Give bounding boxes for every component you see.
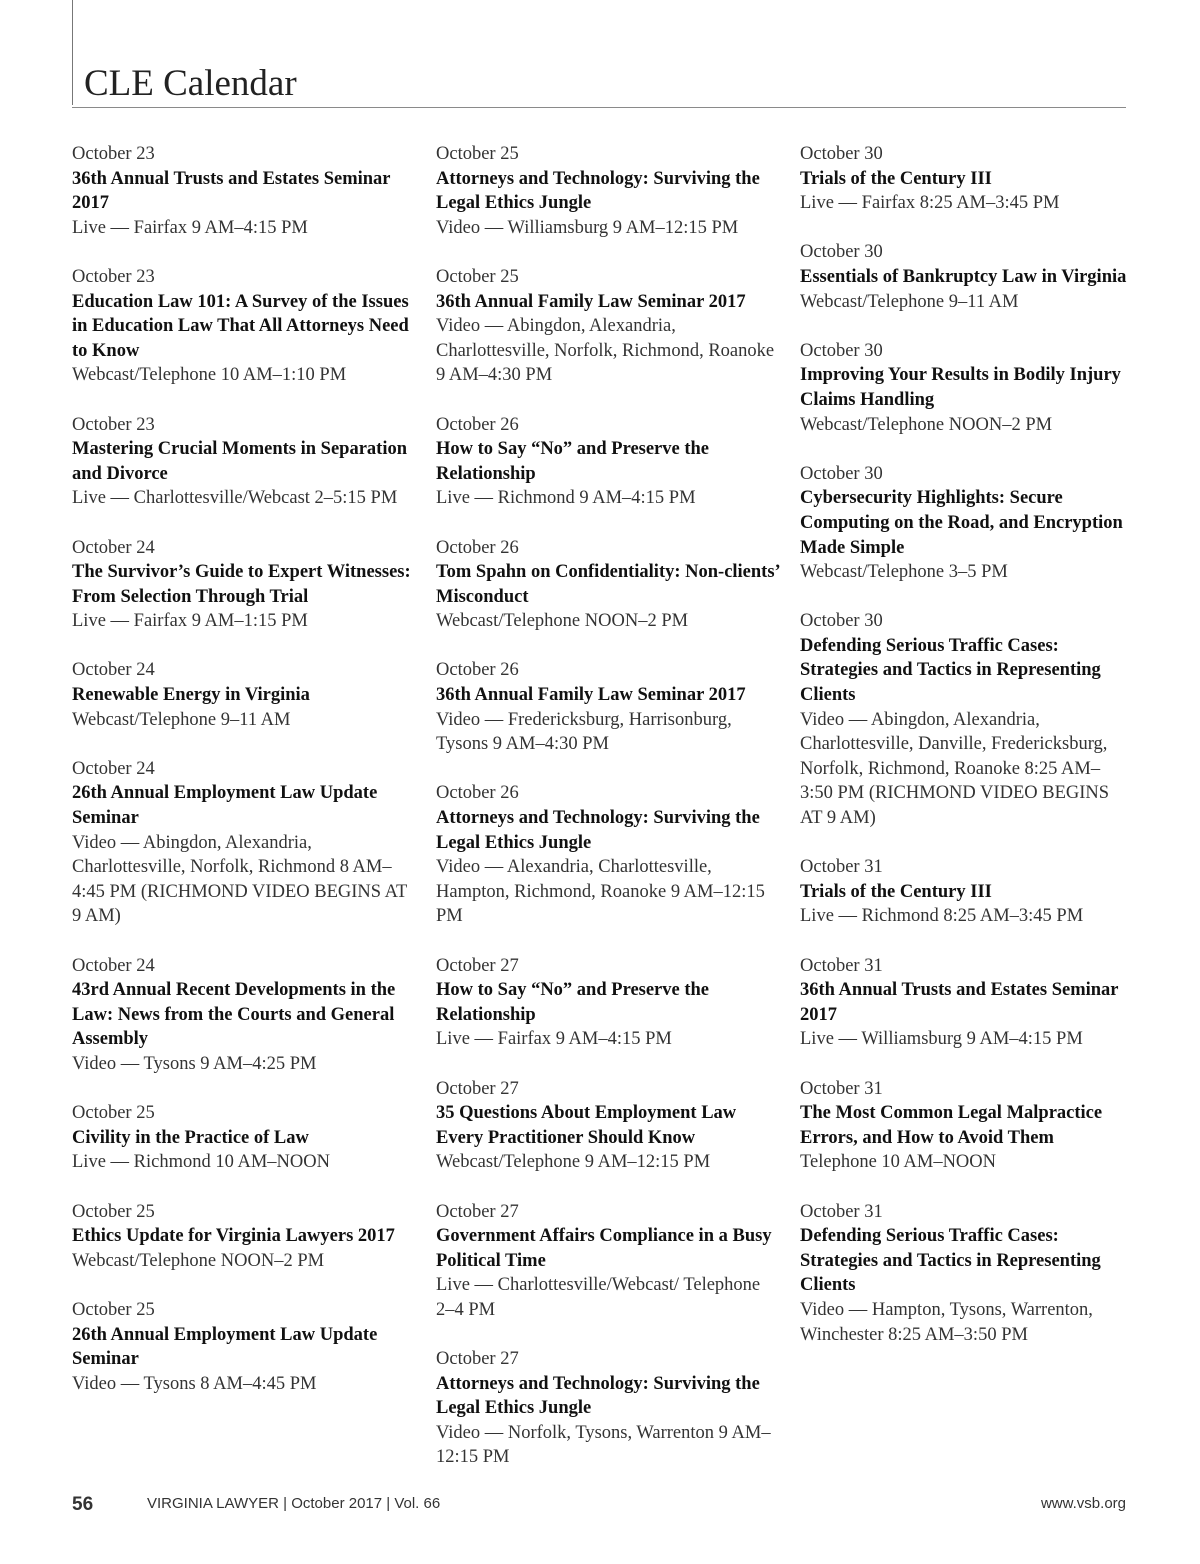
event-location: Video — Williamsburg 9 AM–12:15 PM	[436, 217, 739, 238]
event-location: Webcast/Telephone 9–11 AM	[800, 291, 1019, 312]
event-location: Live — Fairfax 9 AM–4:15 PM	[436, 1029, 672, 1050]
event-title: Mastering Crucial Moments in Separation and Divorce	[72, 439, 408, 484]
event-title: 26th Annual Employment Law Update Seminar	[72, 1324, 378, 1370]
event-date: October 24	[72, 955, 155, 976]
calendar-event	[72, 1200, 417, 1274]
event-date: October 24	[72, 660, 155, 681]
calendar-column-3	[800, 142, 1130, 1372]
event-title: Trials of the Century III	[800, 881, 992, 902]
event-title: Tom Spahn on Confidentiality: Non-clients’ Misconduct	[436, 562, 780, 607]
header-divider	[72, 107, 1126, 108]
event-date: October 23	[72, 144, 155, 164]
calendar-column-1	[72, 142, 417, 1421]
event-date: October 31	[800, 857, 883, 878]
calendar-event	[72, 265, 417, 388]
calendar-column-2	[436, 142, 781, 1495]
event-location: Video — Fredericksburg, Harrisonburg, Tysons 9 AM–4:30 PM	[436, 709, 732, 755]
event-title: Attorneys and Technology: Surviving the Legal Ethics Jungle	[436, 808, 760, 853]
calendar-event	[436, 142, 781, 240]
calendar-event	[72, 954, 417, 1077]
event-date: October 23	[72, 266, 155, 287]
event-location: Video — Alexandria, Charlottesville, Hampton, Richmond, Roanoke 9 AM–12:15 PM	[436, 857, 765, 927]
event-date: October 26	[436, 783, 519, 804]
event-title: Defending Serious Traffic Cases: Strategies and Tactics in Representing Clients	[800, 1226, 1101, 1296]
event-location: Live — Williamsburg 9 AM–4:15 PM	[800, 1029, 1083, 1050]
calendar-event	[436, 1077, 781, 1175]
calendar-event	[72, 757, 417, 929]
calendar-event	[800, 1077, 1130, 1175]
event-location: Video — Norfolk, Tysons, Warrenton 9 AM–12:15 PM	[436, 1422, 771, 1468]
calendar-event	[800, 142, 1130, 216]
event-title: The Survivor’s Guide to Expert Witnesses: From Selection Through Trial	[72, 562, 411, 607]
event-date: October 30	[800, 144, 883, 164]
event-date: October 26	[436, 414, 519, 435]
event-title: Civility in the Practice of Law	[72, 1127, 309, 1148]
event-location: Webcast/Telephone 9–11 AM	[72, 709, 291, 730]
event-title: Renewable Energy in Virginia	[72, 685, 310, 706]
header-vertical-rule	[72, 0, 73, 105]
event-location: Live — Fairfax 8:25 AM–3:45 PM	[800, 193, 1060, 214]
calendar-event	[72, 413, 417, 511]
event-title: 36th Annual Family Law Seminar 2017	[436, 685, 746, 706]
event-location: Webcast/Telephone 3–5 PM	[800, 562, 1008, 583]
page-title: CLE Calendar	[84, 63, 297, 104]
event-title: 43rd Annual Recent Developments in the Law: News from the Courts and General Assembly	[72, 980, 396, 1050]
event-date: October 23	[72, 414, 155, 435]
event-location: Telephone 10 AM–NOON	[800, 1152, 997, 1173]
event-date: October 30	[800, 242, 883, 263]
event-title: How to Say “No” and Preserve the Relationship	[436, 439, 710, 484]
event-title: Improving Your Results in Bodily Injury Claims Handling	[800, 365, 1121, 410]
calendar-event	[436, 954, 781, 1052]
calendar-event	[72, 142, 417, 240]
event-title: Trials of the Century III	[800, 168, 992, 189]
calendar-event	[800, 462, 1130, 585]
calendar-event	[436, 1347, 781, 1470]
event-date: October 31	[800, 1201, 883, 1222]
event-title: The Most Common Legal Malpractice Errors, and How to Avoid Them	[800, 1103, 1103, 1148]
event-location: Live — Richmond 8:25 AM–3:45 PM	[800, 906, 1084, 927]
calendar-event	[800, 339, 1130, 437]
event-title: Cybersecurity Highlights: Secure Computing on the Road, and Encryption Made Simple	[800, 488, 1123, 558]
event-date: October 25	[72, 1299, 155, 1320]
event-location: Webcast/Telephone NOON–2 PM	[436, 611, 689, 632]
calendar-event	[72, 1298, 417, 1396]
calendar-event	[72, 1101, 417, 1175]
event-date: October 26	[436, 537, 519, 558]
event-title: Education Law 101: A Survey of the Issues in Education Law That All Attorneys Need to Know	[72, 291, 409, 361]
calendar-event	[800, 954, 1130, 1052]
event-title: Government Affairs Compliance in a Busy Political Time	[436, 1226, 772, 1271]
event-location: Video — Hampton, Tysons, Warrenton, Winchester 8:25 AM–3:50 PM	[800, 1299, 1093, 1345]
calendar-event	[436, 536, 781, 634]
event-date: October 26	[436, 660, 519, 681]
event-location: Video — Abingdon, Alexandria, Charlottesville, Norfolk, Richmond, Roanoke 9 AM–4:30 PM	[436, 316, 775, 386]
event-location: Webcast/Telephone NOON–2 PM	[72, 1250, 325, 1271]
event-title: Attorneys and Technology: Surviving the Legal Ethics Jungle	[436, 1373, 760, 1419]
event-location: Webcast/Telephone NOON–2 PM	[800, 414, 1053, 435]
event-date: October 30	[800, 611, 883, 632]
event-date: October 27	[436, 1201, 519, 1222]
calendar-event	[72, 658, 417, 732]
event-date: October 27	[436, 1078, 519, 1099]
event-title: 26th Annual Employment Law Update Seminar	[72, 783, 378, 829]
calendar-event	[72, 536, 417, 634]
event-date: October 25	[436, 144, 519, 164]
calendar-event	[436, 781, 781, 929]
website-url: www.vsb.org	[1040, 1495, 1126, 1512]
event-title: Defending Serious Traffic Cases: Strategies and Tactics in Representing Clients	[800, 635, 1101, 706]
event-date: October 27	[436, 1349, 519, 1370]
event-date: October 31	[800, 1078, 883, 1099]
event-date: October 30	[800, 340, 883, 361]
event-title: 36th Annual Trusts and Estates Seminar 2017	[72, 168, 391, 214]
calendar-event	[436, 658, 781, 756]
publication-info: VIRGINIA LAWYER | October 2017 | Vol. 66	[147, 1495, 441, 1512]
calendar-event	[800, 855, 1130, 929]
event-date: October 30	[800, 463, 883, 484]
event-location: Live — Richmond 9 AM–4:15 PM	[436, 488, 696, 509]
event-title: 36th Annual Family Law Seminar 2017	[436, 291, 746, 312]
event-date: October 24	[72, 758, 155, 779]
calendar-event	[800, 240, 1130, 314]
event-date: October 27	[436, 955, 519, 976]
event-location: Video — Tysons 8 AM–4:45 PM	[72, 1373, 317, 1394]
page-number: 56	[72, 1494, 94, 1515]
calendar-event	[800, 1200, 1130, 1348]
event-date: October 25	[436, 266, 519, 287]
event-location: Live — Charlottesville/Webcast 2–5:15 PM	[72, 488, 398, 509]
event-title: Attorneys and Technology: Surviving the Legal Ethics Jungle	[436, 168, 760, 214]
event-location: Live — Fairfax 9 AM–1:15 PM	[72, 611, 308, 632]
event-location: Video — Abingdon, Alexandria, Charlottesville, Norfolk, Richmond 8 AM–4:45 PM (RICHMOND VIDEO BEGINS AT 9 AM)	[72, 832, 407, 927]
event-title: 36th Annual Trusts and Estates Seminar 2017	[800, 980, 1119, 1025]
event-title: Ethics Update for Virginia Lawyers 2017	[72, 1226, 395, 1247]
event-location: Video — Tysons 9 AM–4:25 PM	[72, 1053, 317, 1074]
event-location: Webcast/Telephone 10 AM–1:10 PM	[72, 365, 347, 386]
event-location: Live — Charlottesville/Webcast/ Telephone 2–4 PM	[436, 1275, 761, 1320]
event-title: 35 Questions About Employment Law Every Practitioner Should Know	[436, 1103, 737, 1148]
event-date: October 25	[72, 1201, 155, 1222]
calendar-event	[436, 265, 781, 388]
event-date: October 31	[800, 955, 883, 976]
event-title: Essentials of Bankruptcy Law in Virginia	[800, 266, 1127, 287]
event-location: Live — Fairfax 9 AM–4:15 PM	[72, 217, 308, 238]
event-location: Webcast/Telephone 9 AM–12:15 PM	[436, 1152, 711, 1173]
event-date: October 24	[72, 537, 155, 558]
event-date: October 25	[72, 1103, 155, 1124]
calendar-event	[436, 413, 781, 511]
event-location: Live — Richmond 10 AM–NOON	[72, 1152, 330, 1173]
event-title: How to Say “No” and Preserve the Relationship	[436, 980, 710, 1025]
calendar-event	[436, 1200, 781, 1323]
page-footer	[72, 1494, 1126, 1518]
event-location: Video — Abingdon, Alexandria, Charlottesville, Danville, Fredericksburg, Norfolk, Richmond, Roanoke 8:25 AM–3:50 PM (RICHMOND VIDEO BEGINS AT 9 AM)	[800, 709, 1110, 829]
calendar-event	[800, 609, 1130, 830]
